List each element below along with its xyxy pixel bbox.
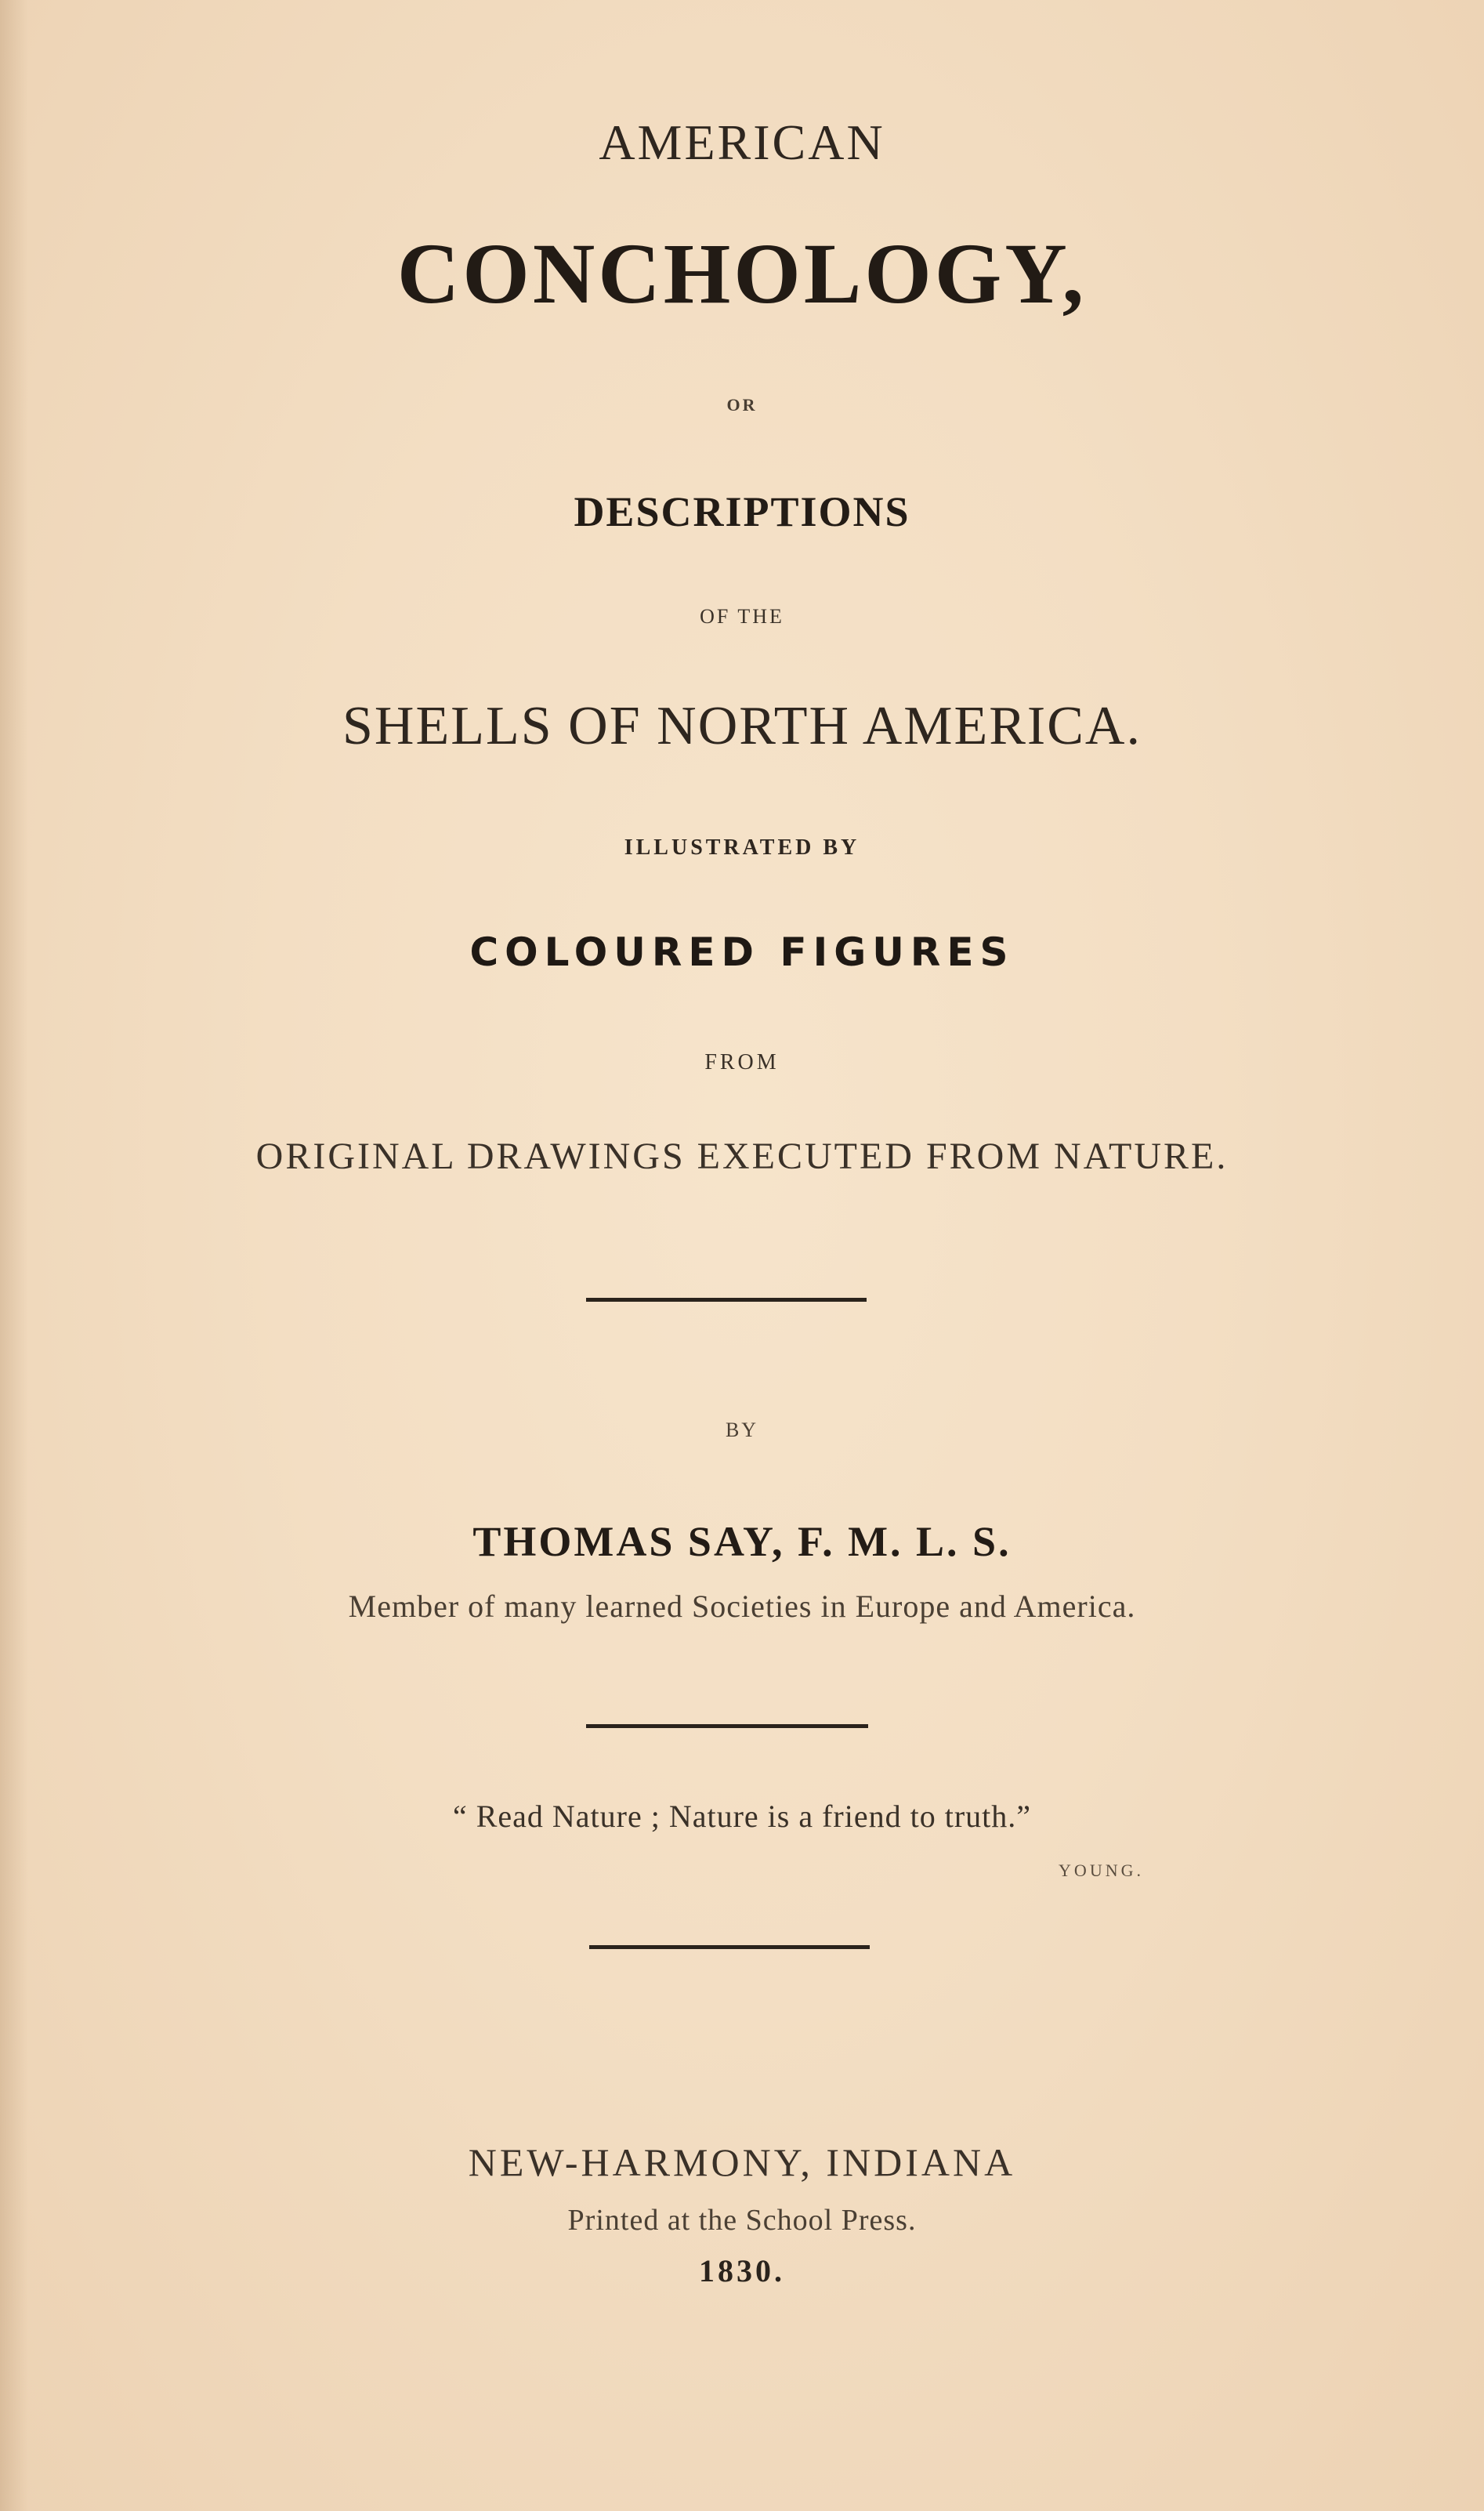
title-from: FROM bbox=[704, 1050, 780, 1074]
title-original-drawings: ORIGINAL DRAWINGS EXECUTED FROM NATURE. bbox=[255, 1136, 1229, 1177]
byline-by: BY bbox=[725, 1419, 759, 1441]
author-name: THOMAS SAY, F. M. L. S. bbox=[472, 1518, 1012, 1565]
title-american: AMERICAN bbox=[599, 114, 885, 170]
title-descriptions: DESCRIPTIONS bbox=[574, 488, 910, 535]
epigraph-attribution: YOUNG. bbox=[1059, 1861, 1144, 1880]
imprint-year: 1830. bbox=[699, 2253, 785, 2288]
divider-rule-1 bbox=[586, 1298, 867, 1302]
imprint-place: NEW-HARMONY, INDIANA bbox=[468, 2140, 1016, 2184]
epigraph-quote: “ Read Nature ; Nature is a friend to truth.” bbox=[452, 1799, 1032, 1834]
divider-rule-3 bbox=[589, 1945, 870, 1949]
imprint-printer: Printed at the School Press. bbox=[567, 2204, 917, 2237]
page-edge-shadow bbox=[0, 0, 28, 2511]
author-membership: Member of many learned Societies in Europe and America. bbox=[348, 1589, 1136, 1624]
divider-rule-2 bbox=[586, 1724, 868, 1728]
title-or: OR bbox=[726, 395, 758, 415]
title-shells-of-north-america: SHELLS OF NORTH AMERICA. bbox=[342, 696, 1142, 756]
title-illustrated-by: ILLUSTRATED BY bbox=[624, 835, 860, 860]
title-coloured-figures: COLOURED FIGURES bbox=[469, 929, 1015, 975]
title-conchology: CONCHOLOGY, bbox=[396, 226, 1088, 321]
title-of-the: OF THE bbox=[700, 605, 784, 628]
